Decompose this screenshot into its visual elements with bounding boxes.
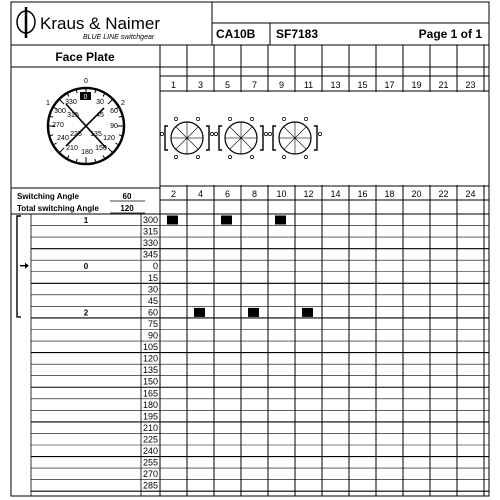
indicator-label: 0 xyxy=(83,94,88,101)
dial-tick xyxy=(59,99,64,104)
position-label: 2 xyxy=(83,308,89,318)
terminal-point xyxy=(304,117,307,120)
closed-contact-mark xyxy=(194,308,205,317)
terminal-point xyxy=(304,155,307,158)
terminal-point xyxy=(196,155,199,158)
terminal-number: 22 xyxy=(438,189,449,199)
dial-label: 120 xyxy=(103,135,115,142)
angle-info xyxy=(11,188,160,213)
total-angle-label: Total switching Angle xyxy=(17,204,99,213)
dial-tick xyxy=(108,148,113,153)
dial-label: 90 xyxy=(110,123,118,130)
angle-label: 270 xyxy=(142,469,158,480)
table-row xyxy=(31,307,489,318)
angle-label: 225 xyxy=(142,434,158,445)
dial-tick xyxy=(59,148,64,153)
dial-label: 315 xyxy=(67,112,79,119)
terminal-number: 6 xyxy=(224,189,231,199)
closed-contact-mark xyxy=(275,216,286,225)
terminal-point xyxy=(228,155,231,158)
angle-label: 0 xyxy=(152,261,158,272)
dial-label: 45 xyxy=(96,112,104,119)
closed-contact-mark xyxy=(221,216,232,225)
terminal-number: 7 xyxy=(251,80,258,90)
dial-label: 300 xyxy=(54,108,66,115)
terminal-point xyxy=(318,132,321,135)
terminal-point xyxy=(282,155,285,158)
brand-name: Kraus & Naimer xyxy=(40,14,160,33)
terminal-number: 16 xyxy=(357,189,368,199)
angle-label: 285 xyxy=(142,480,158,491)
terminal-point xyxy=(250,117,253,120)
angle-label: 300 xyxy=(142,215,158,225)
brand-tagline: BLUE LINE switchgear xyxy=(83,34,155,41)
table-row xyxy=(31,331,489,342)
angle-label: 120 xyxy=(142,353,158,364)
terminal-number: 1 xyxy=(170,80,177,90)
angle-label: 195 xyxy=(142,411,158,422)
terminal-number: 19 xyxy=(411,80,422,90)
dial-label: 30 xyxy=(96,99,104,106)
terminal-number: 17 xyxy=(384,80,395,90)
position-range-bracket xyxy=(17,216,21,317)
terminal-point xyxy=(268,132,271,135)
angle-label: 135 xyxy=(142,365,158,376)
table-row xyxy=(31,446,489,457)
angle-label: 240 xyxy=(142,446,158,456)
angle-label: 150 xyxy=(142,376,158,387)
table-row xyxy=(31,273,489,284)
table-row xyxy=(31,284,489,295)
dial-label: 180 xyxy=(81,149,93,156)
terminal-point xyxy=(174,155,177,158)
angle-label: 165 xyxy=(142,388,158,399)
terminal-point xyxy=(228,117,231,120)
terminal-number: 2 xyxy=(170,189,177,199)
angle-label: 180 xyxy=(142,399,158,410)
dial-pos-1: 1 xyxy=(46,100,50,107)
page-indicator: Page 1 of 1 xyxy=(418,27,482,41)
terminal-number: 14 xyxy=(330,189,341,199)
terminal-point xyxy=(174,117,177,120)
terminal-point xyxy=(160,132,163,135)
table-row xyxy=(31,377,489,388)
table-row xyxy=(31,342,489,353)
terminal-number: 13 xyxy=(330,80,341,90)
terminal-number: 9 xyxy=(278,80,285,90)
brand-logo xyxy=(17,7,160,41)
angle-label: 210 xyxy=(142,422,158,433)
switching-table xyxy=(17,215,489,491)
dial-tick xyxy=(108,99,113,104)
table-row xyxy=(20,261,489,272)
contact-grid xyxy=(11,45,489,496)
switching-angle-value: 60 xyxy=(122,192,132,201)
terminal-number: 5 xyxy=(224,80,231,90)
terminal-number: 4 xyxy=(197,189,204,199)
table-row xyxy=(31,215,489,226)
dial-label: 330 xyxy=(65,99,77,106)
terminal-number: 3 xyxy=(197,80,204,90)
angle-label: 345 xyxy=(142,249,158,260)
closed-contact-mark xyxy=(167,216,178,225)
dial-label: 210 xyxy=(66,145,78,152)
terminal-number: 8 xyxy=(251,189,258,199)
terminal-point xyxy=(282,117,285,120)
angle-label: 45 xyxy=(147,295,158,306)
angle-label: 30 xyxy=(147,284,158,295)
table-row xyxy=(31,250,489,261)
diagram-code: SF7183 xyxy=(276,27,319,41)
table-row xyxy=(31,458,489,469)
terminal-number: 15 xyxy=(357,80,368,90)
terminal-number: 21 xyxy=(438,80,449,90)
terminal-point xyxy=(196,117,199,120)
dial-label: 240 xyxy=(57,135,69,142)
position-label: 1 xyxy=(83,216,89,225)
arrow-head-icon xyxy=(25,263,29,269)
terminal-number: 23 xyxy=(465,80,476,90)
face-plate-dial xyxy=(46,78,125,164)
terminal-point xyxy=(250,155,253,158)
dial-pos-0: 0 xyxy=(84,78,88,85)
table-row xyxy=(31,238,489,249)
face-plate-title: Face Plate xyxy=(55,50,115,64)
closed-contact-mark xyxy=(302,308,313,317)
terminal-point xyxy=(214,132,217,135)
dial-label: 150 xyxy=(95,145,107,152)
series-code: CA10B xyxy=(216,27,256,41)
dial-pos-2: 2 xyxy=(121,100,125,107)
angle-label: 315 xyxy=(142,226,158,237)
angle-label: 105 xyxy=(142,342,158,353)
terminal-number: 20 xyxy=(411,189,422,199)
dial-handle xyxy=(66,104,106,148)
terminal-number: 12 xyxy=(303,189,314,199)
table-row xyxy=(31,400,489,411)
closed-contact-mark xyxy=(248,308,259,317)
table-row xyxy=(31,411,489,422)
table-row xyxy=(31,354,489,365)
switching-angle-label: Switching Angle xyxy=(17,192,79,201)
table-row xyxy=(31,319,489,330)
angle-label: 330 xyxy=(142,238,158,249)
terminal-number: 18 xyxy=(384,189,395,199)
table-row xyxy=(31,434,489,445)
angle-label: 75 xyxy=(147,318,158,329)
dial-label: 60 xyxy=(110,108,118,115)
dial-label: 135 xyxy=(90,131,102,138)
terminal-number: 24 xyxy=(465,189,476,199)
angle-label: 90 xyxy=(147,330,158,341)
table-row xyxy=(31,481,489,492)
terminal-point xyxy=(264,132,267,135)
angle-label: 255 xyxy=(142,457,158,468)
table-row xyxy=(31,227,489,238)
terminal-number: 10 xyxy=(276,189,287,199)
table-row xyxy=(31,388,489,399)
table-row xyxy=(31,365,489,376)
dial-label: 270 xyxy=(52,122,64,129)
angle-label: 60 xyxy=(147,307,158,318)
terminal-number: 11 xyxy=(303,80,314,90)
position-label: 0 xyxy=(83,262,89,272)
total-angle-value: 120 xyxy=(120,204,134,213)
table-row xyxy=(31,423,489,434)
closed-contacts xyxy=(167,216,313,317)
terminal-point xyxy=(210,132,213,135)
table-row xyxy=(31,469,489,480)
table-row xyxy=(31,296,489,307)
dial-label: 225 xyxy=(70,131,82,138)
angle-label: 15 xyxy=(147,272,158,283)
